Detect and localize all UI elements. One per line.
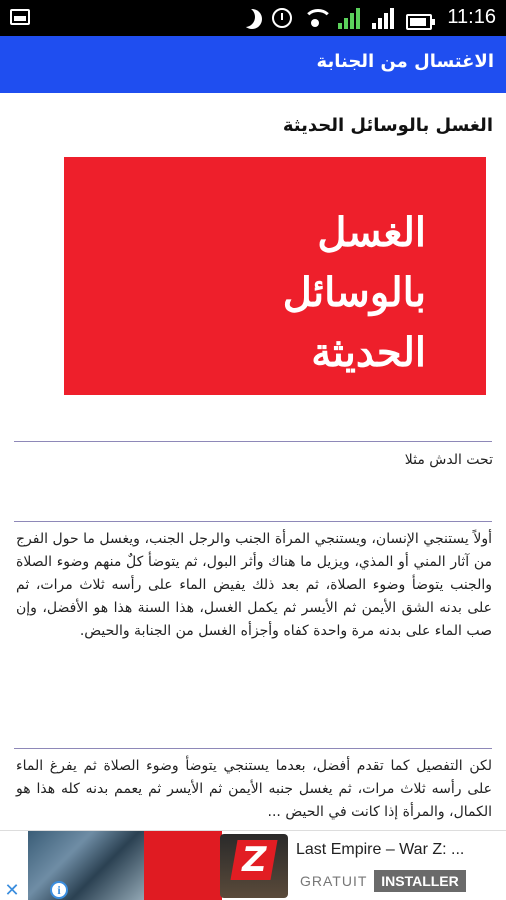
ad-image[interactable] [28, 831, 144, 900]
do-not-disturb-moon-icon [242, 9, 262, 29]
app-bar [0, 36, 506, 93]
divider [14, 521, 492, 522]
z-logo-icon: Z [230, 840, 277, 880]
alarm-icon [272, 8, 292, 28]
ad-install-button[interactable]: INSTALLER [374, 870, 466, 892]
ad-app-icon[interactable] [220, 834, 288, 898]
banner-text: الغسل بالوسائل الحديثة [282, 209, 426, 376]
divider [14, 441, 492, 442]
gallery-icon [10, 9, 30, 25]
article-banner-image [64, 157, 486, 395]
signal-icon [338, 7, 362, 29]
article-heading: الغسل بالوسائل الحديثة [282, 115, 493, 136]
ad-info-icon[interactable]: i [50, 881, 68, 899]
ad-price-label: GRATUIT [300, 873, 368, 889]
status-bar [0, 0, 506, 36]
status-icons [242, 6, 396, 30]
article-paragraph: لكن التفصيل كما تقدم أفضل، بعدما يستنجي يتوضأ وضوء الصلاة ثم يفرغ الماء على رأسه ثلاث مرات، ثم يغسل جنبه الأيمن ثم الأيسر ثم يعمم بدنه كله هذا هو الكمال، والمرأة إذا كانت في الحيض ... [16, 758, 492, 820]
article-content[interactable] [0, 93, 506, 830]
ad-image[interactable] [144, 831, 222, 900]
ad-title[interactable]: Last Empire – War Z: ... [296, 841, 465, 858]
wifi-icon [302, 7, 328, 29]
ad-close-icon[interactable]: ✕ [0, 879, 24, 900]
clock-time: 11:16 [447, 6, 496, 28]
app-title: الاغتسال من الجنابة [316, 51, 494, 72]
article-paragraph: أولاً يستنجي الإنسان، ويستنجي المرأة الجنب والرجل الجنب، ويغسل ما حول الفرج من آثار المني أو المذي، ويزيل ما هناك وأثر البول، ثم يتوضأ كلٌ منهم وضوء الصلاة والجنب يتوضأ وضوء الصلاة، ثم بعد ذلك يفيض الماء على رأسه ثلاث مرات، ثم على بدنه الشق الأيمن ثم الأيسر ثم يكمل الغسل، هذا السنة هذا هو الأفضل، وإن صب الماء على بدنه مرة واحدة كفاه وأجزأه الغسل من الجنابة والحيض. [16, 531, 492, 639]
battery-icon [406, 14, 432, 30]
signal-icon [372, 7, 396, 29]
ad-banner[interactable] [0, 830, 506, 900]
image-caption: تحت الدش مثلا [404, 452, 493, 468]
divider [14, 748, 492, 749]
